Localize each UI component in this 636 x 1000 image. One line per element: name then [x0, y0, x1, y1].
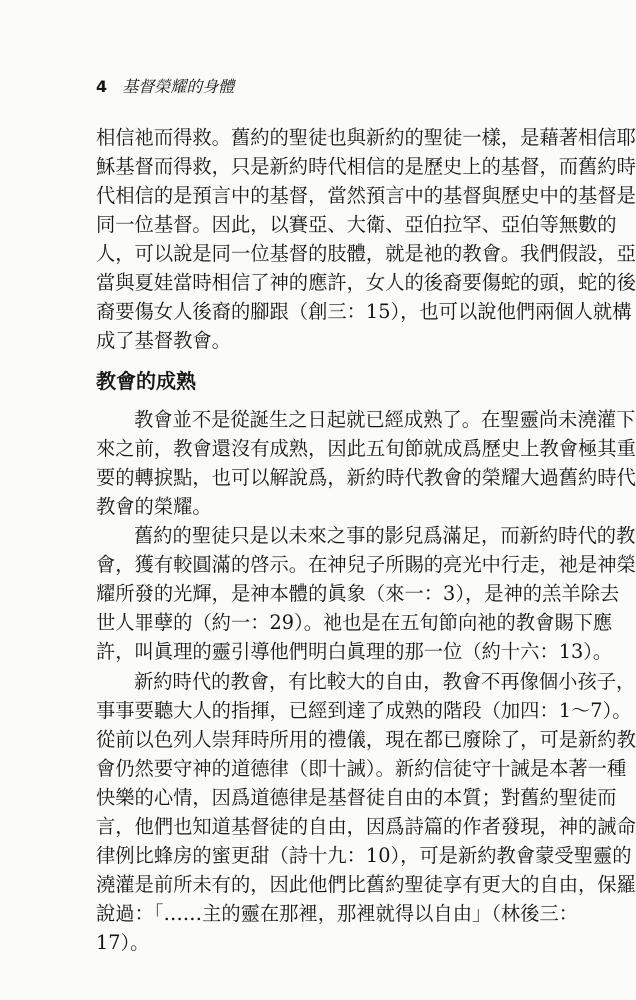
text-line: 耀所發的光輝，是神本體的眞象（來一：3），是神的羔羊除去 — [96, 582, 620, 605]
text-line: 會，獲有較圓滿的啓示。在神兒子所賜的亮光中行走，祂是神榮 — [96, 553, 636, 576]
text-line: 人，可以說是同一位基督的肢體，就是祂的教會。我們假設，亞 — [96, 242, 636, 265]
text-line: 舊約的聖徒只是以未來之事的影兒爲滿足，而新約時代的教 — [134, 524, 636, 547]
text-line: 律例比蜂房的蜜更甜（詩十九：10），可是新約教會蒙受聖靈的 — [96, 844, 632, 867]
text-line: 澆灌是前所未有的，因此他們比舊約聖徒享有更大的自由，保羅 — [96, 873, 636, 896]
text-line: 會仍然要守神的道德律（即十誡）。新約信徒守十誡是本著一種 — [96, 757, 627, 780]
text-line: 同一位基督。因此，以賽亞、大衛、亞伯拉罕、亞伯等無數的 — [96, 213, 617, 236]
text-line: 教會的榮耀。 — [96, 495, 212, 518]
text-line: 教會並不是從誕生之日起就已經成熟了。在聖靈尚未澆灌下 — [134, 408, 636, 431]
text-line: 相信祂而得救。舊約的聖徒也與新約的聖徒一樣，是藉著相信耶 — [96, 126, 636, 149]
text-line: 當與夏娃當時相信了神的應許，女人的後裔要傷蛇的頭，蛇的後 — [96, 271, 636, 294]
text-line: 來之前，教會還沒有成熟，因此五旬節就成爲歷史上教會極其重 — [96, 437, 636, 460]
running-header — [96, 77, 234, 97]
text-line: 代相信的是預言中的基督，當然預言中的基督與歷史中的基督是 — [96, 184, 636, 207]
text-line: 成了基督教會。 — [96, 329, 231, 352]
text-line: 新約時代的教會，有比較大的自由，教會不再像個小孩子， — [134, 670, 636, 693]
text-line: 17）。 — [96, 931, 150, 954]
text-line: 穌基督而得救，只是新約時代相信的是歷史上的基督，而舊約時 — [96, 155, 636, 178]
page-number: 4 — [96, 77, 108, 96]
text-line: 事事要聽大人的指揮，已經到達了成熟的階段（加四：1～7）。 — [96, 699, 632, 722]
text-line: 要的轉捩點，也可以解說爲，新約時代教會的榮耀大過舊約時代 — [96, 466, 636, 489]
book-title: 基督榮耀的身體 — [122, 77, 235, 96]
text-line: 裔要傷女人後裔的腳跟（創三：15），也可以說他們兩個人就構 — [96, 300, 632, 323]
section-heading: 教會的成熟 — [96, 369, 196, 393]
text-line: 快樂的心情，因爲道德律是基督徒自由的本質；對舊約聖徒而 — [96, 786, 617, 809]
text-line: 言，他們也知道基督徒的自由，因爲詩篇的作者發現，神的誡命 — [96, 815, 636, 838]
text-line: 世人罪孽的（約一：29）。祂也是在五旬節向祂的教會賜下應 — [96, 611, 613, 634]
text-line: 許，叫眞理的靈引導他們明白眞理的那一位（約十六：13）。 — [96, 640, 613, 663]
text-line: 說過：「……主的靈在那裡，那裡就得以自由」（林後三： — [96, 902, 579, 925]
text-line: 從前以色列人崇拜時所用的禮儀，現在都已廢除了，可是新約教 — [96, 728, 636, 751]
